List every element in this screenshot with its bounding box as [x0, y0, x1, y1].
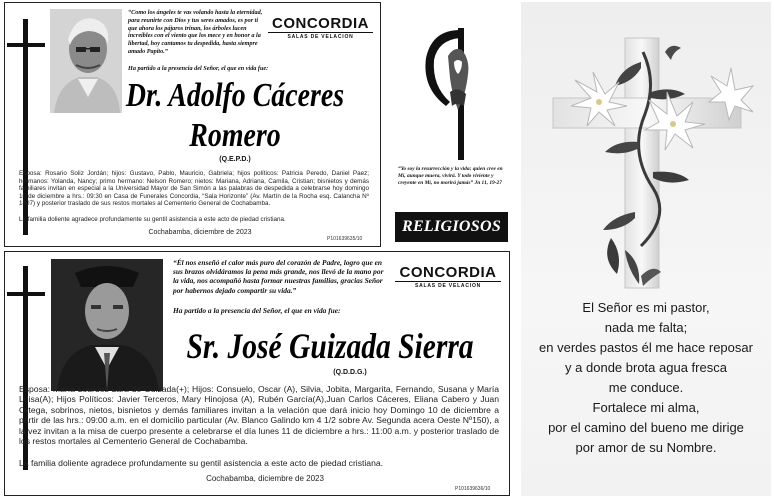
psalm-line: nada me falta;	[604, 320, 688, 335]
portrait-photo	[51, 259, 163, 391]
psalm-line: por amor de su Nombre.	[575, 440, 717, 455]
tribute-quote: “Él nos enseñó el calor más puro del corazón de Padre, logro que en sus brazos olvidáramos la pena más grande, nos llevó de la mano por la vida, nos acompañó hasta formar nuestras familias, gracias Señor por habernos dejado compartir su vida.”	[173, 258, 384, 295]
funeral-home-logo	[395, 264, 501, 289]
presence-line: Ha partido a la presencia del Señor, el que en vida fue:	[173, 306, 341, 315]
psalm-line: en verdes pastos él me hace reposar	[539, 340, 753, 355]
logo-name: CONCORDIA	[272, 15, 369, 32]
psalm-line: El Señor es mi pastor,	[582, 300, 710, 315]
obituary-notice-1	[4, 2, 381, 247]
ad-code: P101639636/10	[455, 486, 491, 492]
deceased-name: Sr. José Guizada Sierra	[186, 326, 474, 366]
cross-arm	[7, 292, 45, 296]
portrait-photo	[50, 9, 122, 113]
deceased-name-line-2: Romero	[189, 117, 281, 154]
city-date: Cochabamba, diciembre de 2023	[148, 229, 252, 236]
qepd-tag: (Q.E.P.D.)	[219, 156, 251, 163]
family-invitation: Esposa: Rosario Soliz Jordán; hijos: Gustavo, Pablo, Mauricio, Gabriela; hijos políticos: Patricia Peredo, Daniel Paez; hermanos: Yolanda, Nancy; primo hermano: Nelson Romero; nietos: Mariana, Adriana, Camila, Cristian; bisnietos y demás familiares invitan en especial a la Universidad Mayor de San Simón a las palabras de despedida a celebrarse hoy domingo 10 de diciembre a hrs.: 09:30 en Casa de Funerales Concordia, “Sala Horizonte” (Av. Martín de la Rocha esq. Calancha Nº 1407) y posterior traslado de sus restos mortales al Cementerio General de Cochabamba.	[19, 170, 369, 208]
presence-line: Ha partido a la presencia del Señor, el que en vida fue:	[128, 65, 269, 72]
closing-gratitude: La familia doliente agradece profundamente su gentil asistencia a este acto de piedad cristiana.	[19, 216, 286, 223]
deceased-name-line-1: Dr. Adolfo Cáceres	[125, 77, 345, 114]
religious-emblem	[398, 10, 508, 160]
family-invitation: Esposa: María Lourdes Lara de Guizada(+); Hijos: Consuelo, Oscar (A), Silvia, Jobita, Margarita, Fernando, Susana y María Luisa(A); Hijos Políticos: Javier Terceros, Mary Hinojosa (A), Rubén García(A),Juan Carlos Cáceres, Eliana Cabero y Juan Ortega, sobrinos, nietos, bisnietos y demás familiares invitan a la velación que dará inicio hoy Domingo 10 de diciembre a partir de las hrs.: 09:00 a.m. en el domicilio particular (Av. Blanco Galindo km 4 1/2 sobre Av. Segunda acera Oeste Nº150), a la vez invitan a la misa de cuerpo presente a celebrarse el día lunes 11 de diciembre a hrs.: 11:00 a.m. y posterior traslado de los restos mortales al Cementerio General de Cochabamba.	[19, 384, 499, 447]
closing-gratitude: La familia doliente agradece profundamente su gentil asistencia a este acto de piedad cristiana.	[19, 458, 384, 468]
psalm-card	[521, 2, 771, 496]
psalm-text	[521, 298, 771, 458]
psalm-line: Fortalece mi alma,	[592, 400, 700, 415]
tribute-quote: “Como los ángeles te vas volando hasta la eternidad, para reunirte con Dios y tus seres amados, es por ti que ahora los pájaros trinan, los árboles lucen increíbles con el viento que los mece y en honor a la libertad, hoy cantamos tu despedida, hasta siempre amado Papito.”	[128, 9, 263, 55]
cross-with-lilies-image	[521, 2, 771, 292]
logo-subtitle: SALAS DE VELACION	[268, 32, 373, 40]
resurrection-verse: “Yo soy la resurrección y la vida; quien cree en Mí, aunque muera, vivirá. Y todo viviente y creyente en Mí, no morirá jamás” Jn 11, 19-27	[398, 166, 503, 186]
psalm-line: y a donde brota agua fresca	[565, 360, 727, 375]
religiosos-label: RELIGIOSOS	[401, 218, 502, 235]
qddg-tag: (Q.D.D.G.)	[333, 369, 367, 376]
psalm-line: por el camino del bueno me dirige	[548, 420, 744, 435]
funeral-home-logo	[268, 15, 373, 40]
obituary-notice-2	[4, 251, 510, 496]
cross-arm	[7, 43, 45, 47]
logo-subtitle: SALAS DE VELACION	[395, 281, 501, 289]
psalm-line: me conduce.	[608, 380, 684, 395]
ad-code: P101639635/10	[327, 236, 363, 242]
city-date: Cochabamba, diciembre de 2023	[206, 474, 324, 483]
religiosos-banner	[395, 212, 508, 242]
logo-name: CONCORDIA	[399, 264, 497, 281]
